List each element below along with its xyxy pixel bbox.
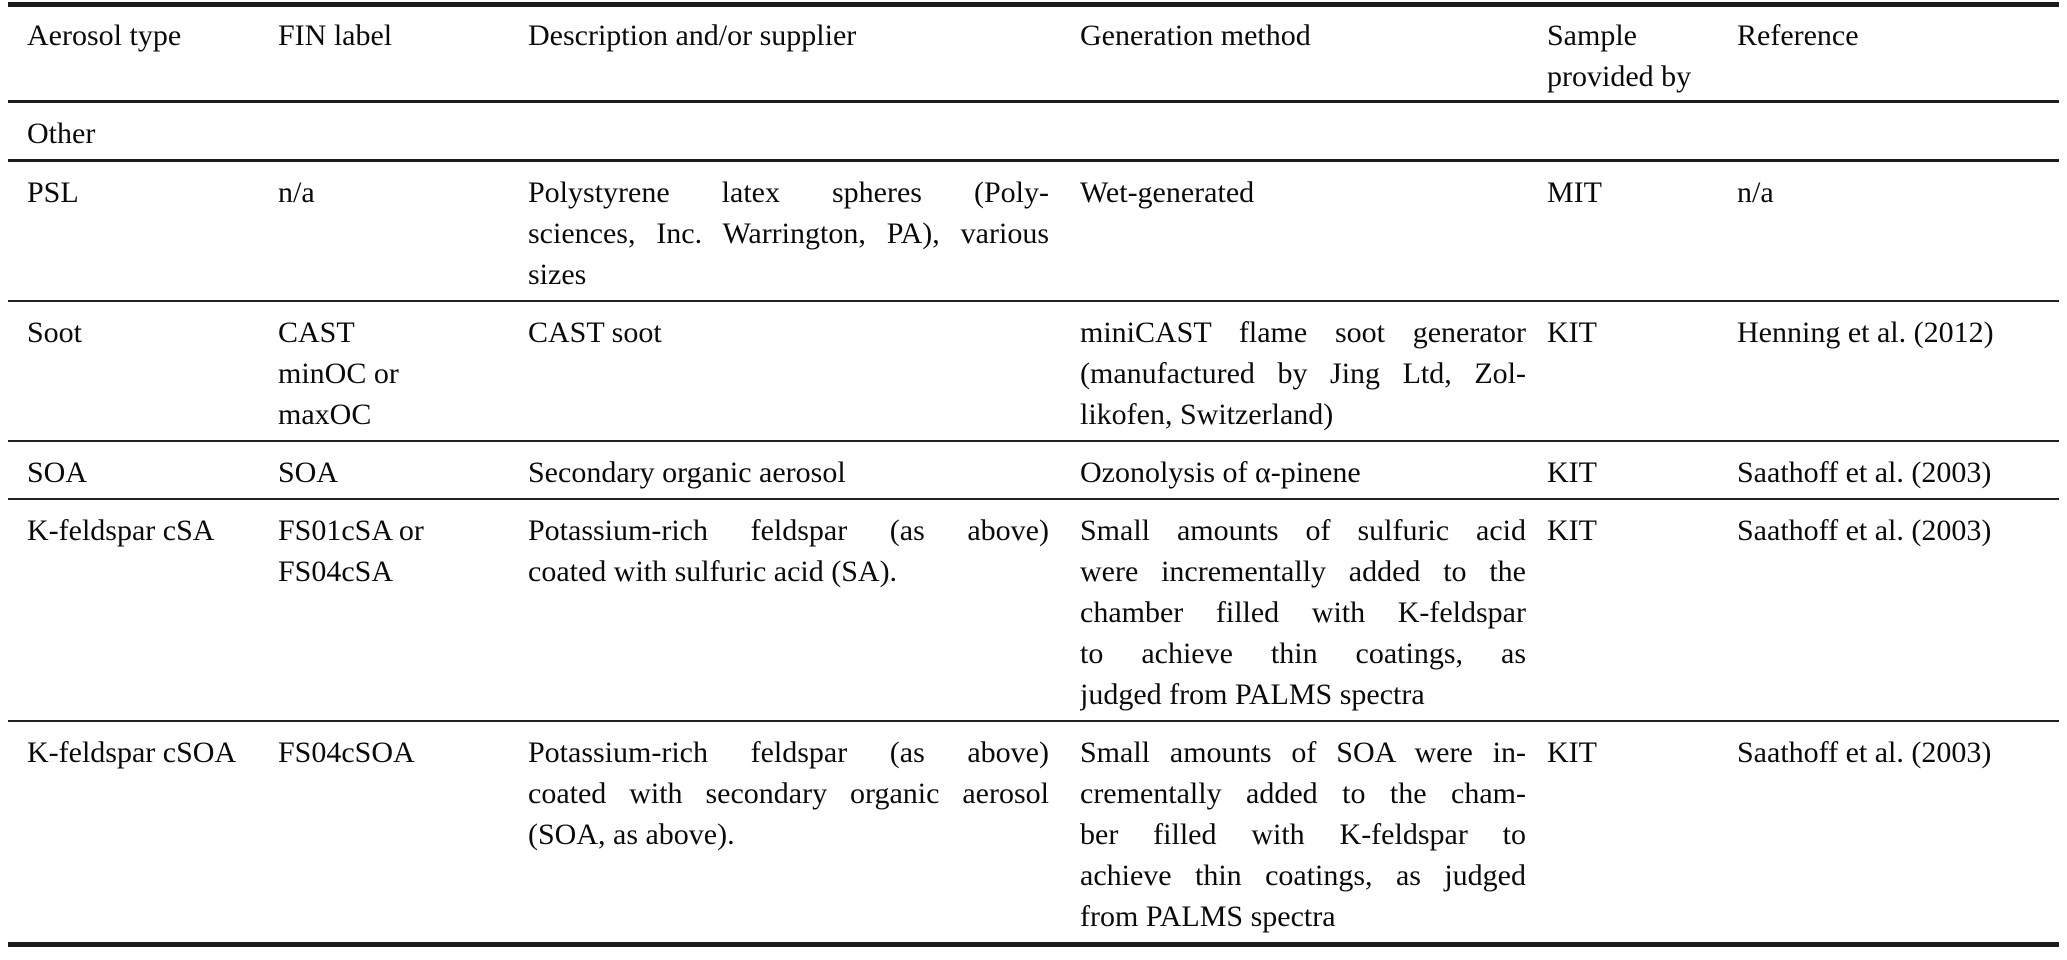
cell-line: FS04cSOA [278, 736, 415, 769]
header-reference: Reference [1737, 5, 2059, 102]
cell-generation-method [1080, 441, 1547, 499]
cell-line: Potassium-rich feldspar (as above) [528, 736, 1049, 769]
cell-line: Polystyrene latex spheres (Poly- [528, 176, 1049, 209]
cell-line: from PALMS spectra [1080, 900, 1336, 933]
header-aerosol-type: Aerosol type [8, 5, 278, 102]
cell-line: FS01cSA or [278, 514, 424, 547]
cell-line: KIT [1547, 736, 1597, 769]
cell-line: were incrementally added to the [1080, 555, 1526, 588]
cell-description [528, 441, 1080, 499]
cell-description [528, 499, 1080, 721]
cell-line: n/a [278, 176, 315, 209]
table-row [8, 301, 2059, 441]
cell-line: sciences, Inc. Warrington, PA), various [528, 217, 1049, 250]
cell-line: miniCAST flame soot generator [1080, 316, 1526, 349]
cell-reference [1737, 441, 2059, 499]
cell-description [528, 301, 1080, 441]
cell-line: achieve thin coatings, as judged [1080, 859, 1526, 892]
header-description: Description and/or supplier [528, 5, 1080, 102]
cell-line: Small amounts of SOA were in- [1080, 736, 1526, 769]
cell-sample-provided-by [1547, 161, 1737, 302]
cell-sample-provided-by [1547, 499, 1737, 721]
cell-line: SOA [27, 456, 88, 489]
cell-line: likofen, Switzerland) [1080, 398, 1334, 431]
cell-generation-method [1080, 161, 1547, 302]
cell-line: (SOA, as above). [528, 818, 735, 851]
cell-line: KIT [1547, 456, 1597, 489]
cell-line: (manufactured by Jing Ltd, Zol- [1080, 357, 1526, 390]
cell-line: Saathoff et al. (2003) [1737, 456, 1992, 489]
cell-fin-label [278, 721, 528, 945]
cell-line: Henning et al. (2012) [1737, 316, 1994, 349]
table-header [8, 5, 2059, 102]
cell-line: MIT [1547, 176, 1602, 209]
cell-aerosol-type [8, 161, 278, 302]
cell-line: PSL [27, 176, 79, 209]
aerosol-table [8, 2, 2059, 947]
cell-line: K-feldspar cSA [27, 514, 215, 547]
cell-line: CAST [278, 316, 355, 349]
header-generation-method: Generation method [1080, 5, 1547, 102]
cell-line: Saathoff et al. (2003) [1737, 514, 1992, 547]
cell-line: KIT [1547, 316, 1597, 349]
cell-line: SOA [278, 456, 339, 489]
table-body [8, 102, 2059, 945]
table-row [8, 721, 2059, 945]
cell-line: Ozonolysis of α-pinene [1080, 456, 1361, 489]
cell-sample-provided-by [1547, 721, 1737, 945]
table-row [8, 161, 2059, 302]
cell-aerosol-type [8, 441, 278, 499]
cell-line: Wet-generated [1080, 176, 1255, 209]
cell-description [528, 721, 1080, 945]
cell-reference [1737, 301, 2059, 441]
cell-fin-label [278, 499, 528, 721]
cell-generation-method [1080, 301, 1547, 441]
cell-fin-label [278, 161, 528, 302]
cell-sample-provided-by [1547, 441, 1737, 499]
cell-line: FS04cSA [278, 555, 394, 588]
cell-description [528, 161, 1080, 302]
cell-fin-label [278, 441, 528, 499]
cell-aerosol-type [8, 499, 278, 721]
cell-generation-method [1080, 499, 1547, 721]
cell-reference [1737, 161, 2059, 302]
cell-line: coated with sulfuric acid (SA). [528, 555, 898, 588]
cell-line: Soot [27, 316, 83, 349]
cell-line: Small amounts of sulfuric acid [1080, 514, 1526, 547]
cell-line: n/a [1737, 176, 1774, 209]
cell-line: KIT [1547, 514, 1597, 547]
cell-line: judged from PALMS spectra [1080, 678, 1425, 711]
cell-aerosol-type [8, 721, 278, 945]
cell-reference [1737, 721, 2059, 945]
cell-fin-label [278, 301, 528, 441]
cell-line: coated with secondary organic aerosol [528, 777, 1049, 810]
cell-line: Secondary organic aerosol [528, 456, 846, 489]
header-sample-provided-by: Sample provided by [1547, 5, 1737, 102]
cell-line: Saathoff et al. (2003) [1737, 736, 1992, 769]
section-row-other [8, 102, 2059, 161]
section-label: Other [8, 102, 2059, 161]
cell-sample-provided-by [1547, 301, 1737, 441]
cell-generation-method [1080, 721, 1547, 945]
cell-line: ber filled with K-feldspar to [1080, 818, 1526, 851]
cell-line: to achieve thin coatings, as [1080, 637, 1526, 670]
cell-line: CAST soot [528, 316, 662, 349]
cell-reference [1737, 499, 2059, 721]
cell-line: sizes [528, 258, 587, 291]
cell-line: crementally added to the cham- [1080, 777, 1526, 810]
cell-line: minOC or [278, 357, 399, 390]
cell-aerosol-type [8, 301, 278, 441]
cell-line: K-feldspar cSOA [27, 736, 237, 769]
cell-line: chamber filled with K-feldspar [1080, 596, 1526, 629]
cell-line: Potassium-rich feldspar (as above) [528, 514, 1049, 547]
header-fin-label: FIN label [278, 5, 528, 102]
table-row [8, 441, 2059, 499]
cell-line: maxOC [278, 398, 372, 431]
header-row [8, 5, 2059, 102]
table-row [8, 499, 2059, 721]
